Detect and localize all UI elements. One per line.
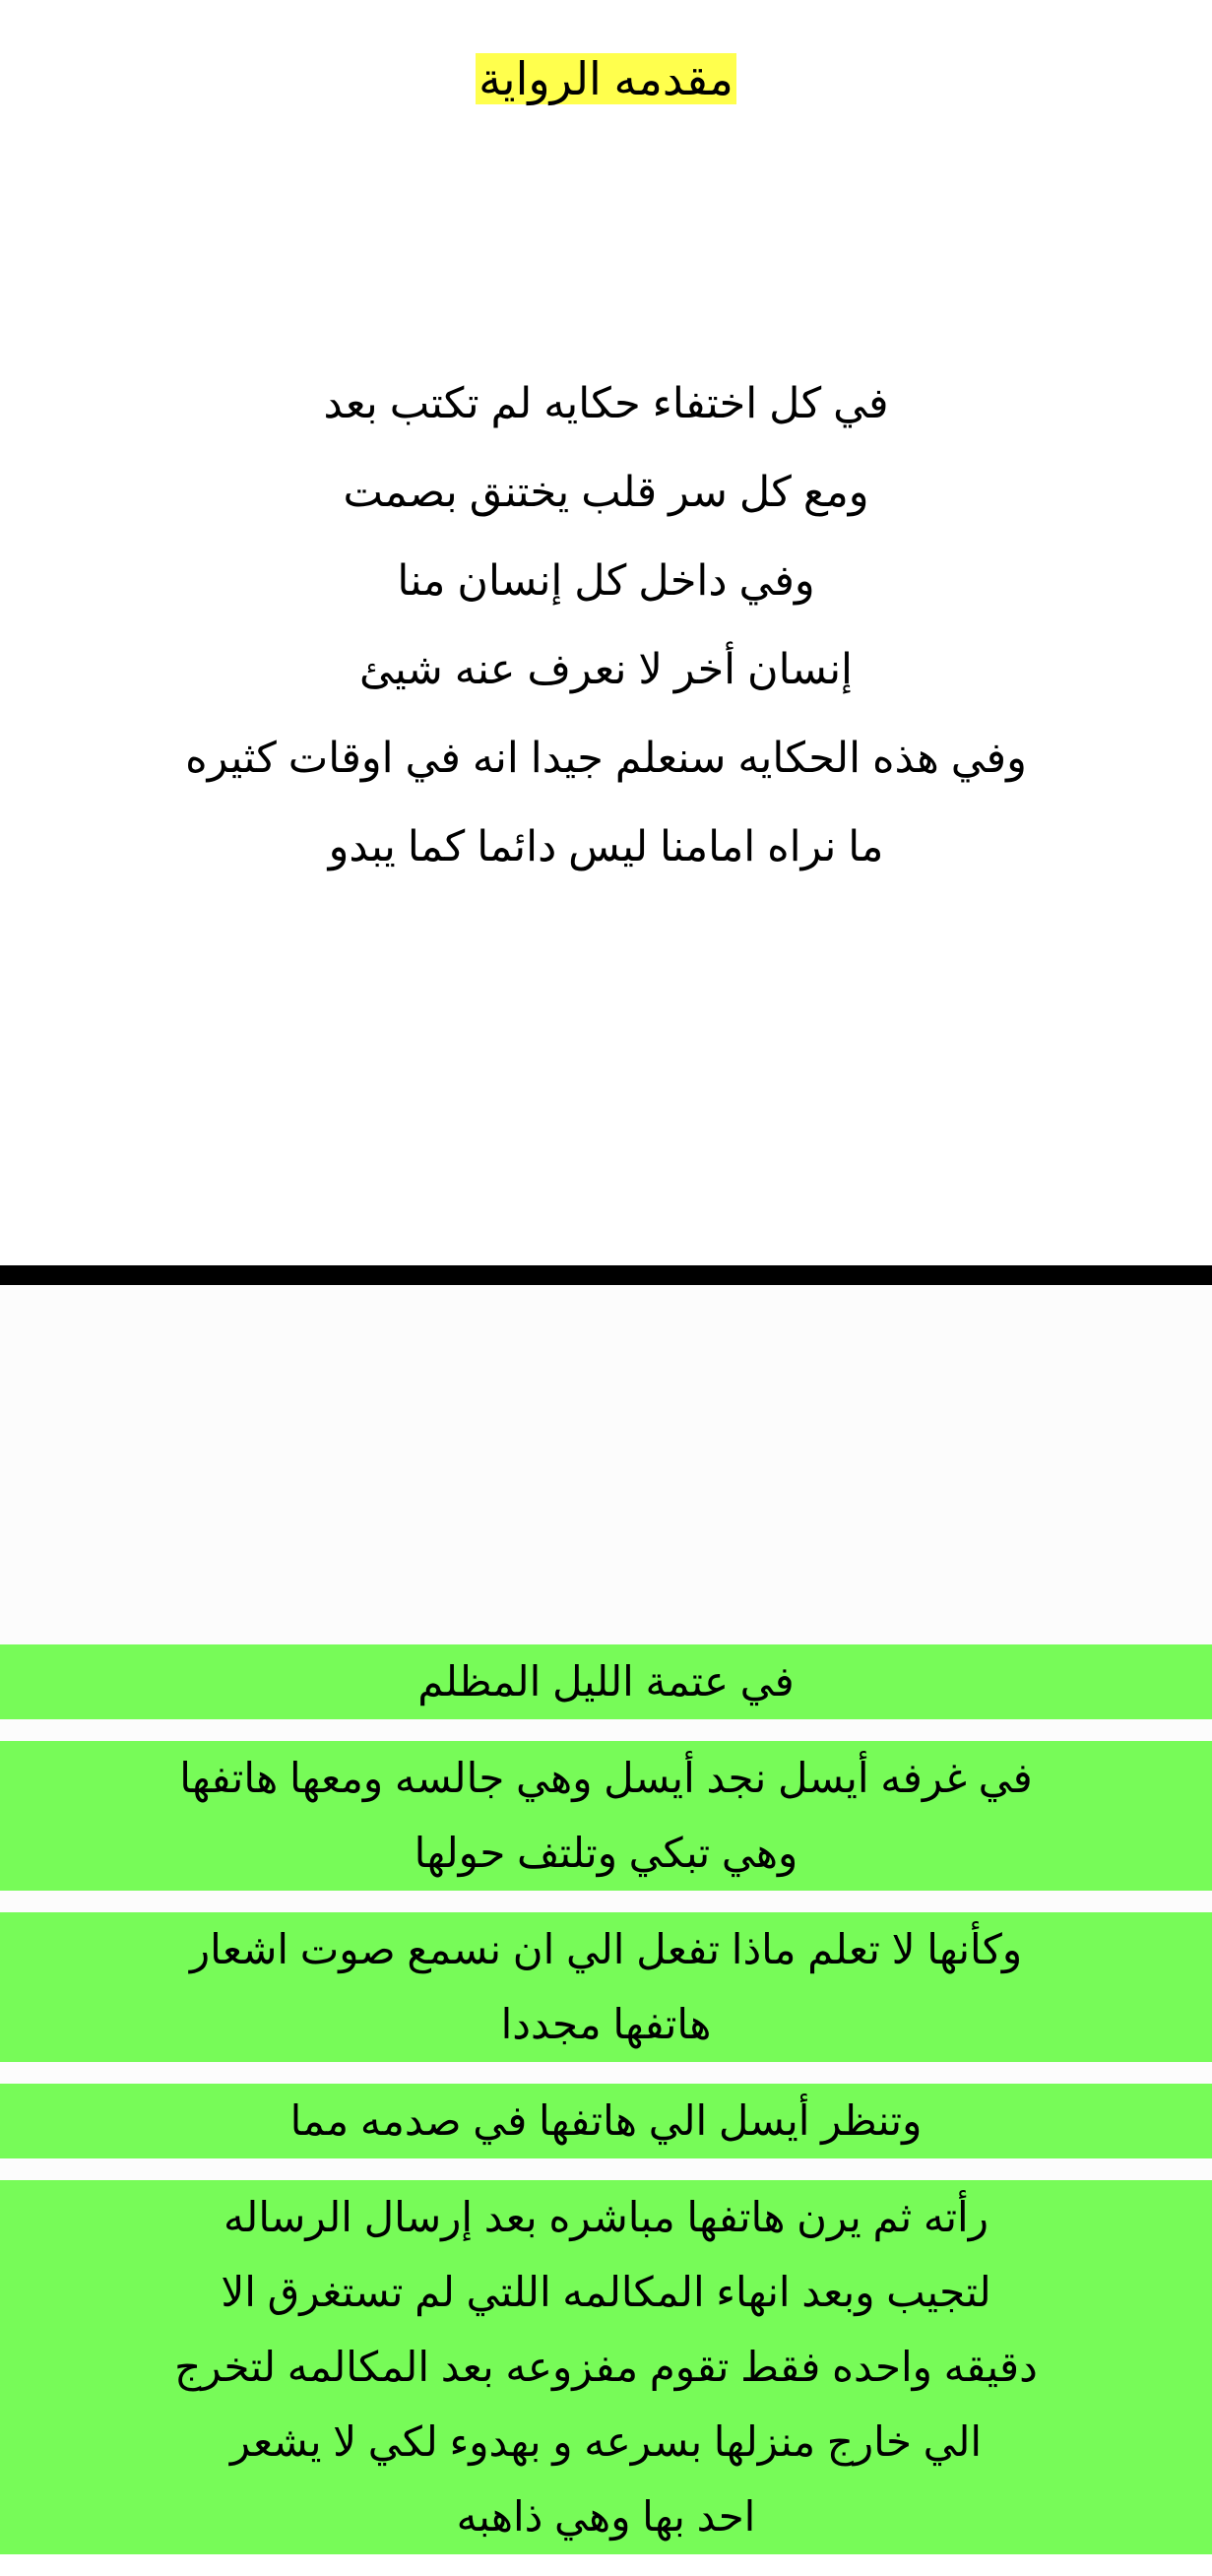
story-line: في غرفه أيسل نجد أيسل وهي جالسه ومعها هاتفها bbox=[0, 1741, 1212, 1816]
prologue-line: وفي داخل كل إنسان منا bbox=[397, 557, 815, 605]
story-line: رأته ثم يرن هاتفها مباشره بعد إرسال الرساله bbox=[0, 2180, 1212, 2255]
prologue-text bbox=[0, 359, 1212, 891]
story-line: لتجيب وبعد انهاء المكالمه اللتي لم تستغرق الا bbox=[0, 2255, 1212, 2330]
story-line: احد بها وهي ذاهبه bbox=[0, 2479, 1212, 2554]
story-paragraph bbox=[0, 2180, 1212, 2554]
story-line: دقيقه واحده فقط تقوم مفزوعه بعد المكالمه لتخرج bbox=[0, 2330, 1212, 2405]
prologue-line: ومع كل سر قلب يختنق بصمت bbox=[343, 469, 869, 516]
prologue-line: إنسان أخر لا نعرف عنه شيئ bbox=[358, 646, 853, 693]
page-divider bbox=[0, 1265, 1212, 1285]
story-paragraph bbox=[0, 2084, 1212, 2158]
story-page bbox=[0, 1285, 1212, 2540]
story-paragraph bbox=[0, 1912, 1212, 2062]
story-line: وكأنها لا تعلم ماذا تفعل الي ان نسمع صوت اشعار bbox=[0, 1912, 1212, 1987]
prologue-line: ما نراه امامنا ليس دائما كما يبدو bbox=[328, 823, 884, 870]
story-paragraph bbox=[0, 1741, 1212, 1891]
story-text bbox=[0, 1644, 1212, 2576]
prologue-title-wrap bbox=[0, 39, 1212, 118]
story-line: وهي تبكي وتلتف حولها bbox=[0, 1816, 1212, 1891]
prologue-page bbox=[0, 0, 1212, 1265]
story-line: وتنظر أيسل الي هاتفها في صدمه مما bbox=[0, 2084, 1212, 2158]
prologue-line: وفي هذه الحكايه سنعلم جيدا انه في اوقات كثيره bbox=[185, 735, 1027, 782]
story-line: هاتفها مجددا bbox=[0, 1987, 1212, 2062]
story-paragraph bbox=[0, 1644, 1212, 1719]
prologue-title: مقدمه الرواية bbox=[476, 53, 736, 104]
story-line: في عتمة الليل المظلم bbox=[0, 1644, 1212, 1719]
prologue-line: في كل اختفاء حكايه لم تكتب بعد bbox=[323, 380, 889, 427]
story-line: الي خارج منزلها بسرعه و بهدوء لكي لا يشعر bbox=[0, 2405, 1212, 2479]
